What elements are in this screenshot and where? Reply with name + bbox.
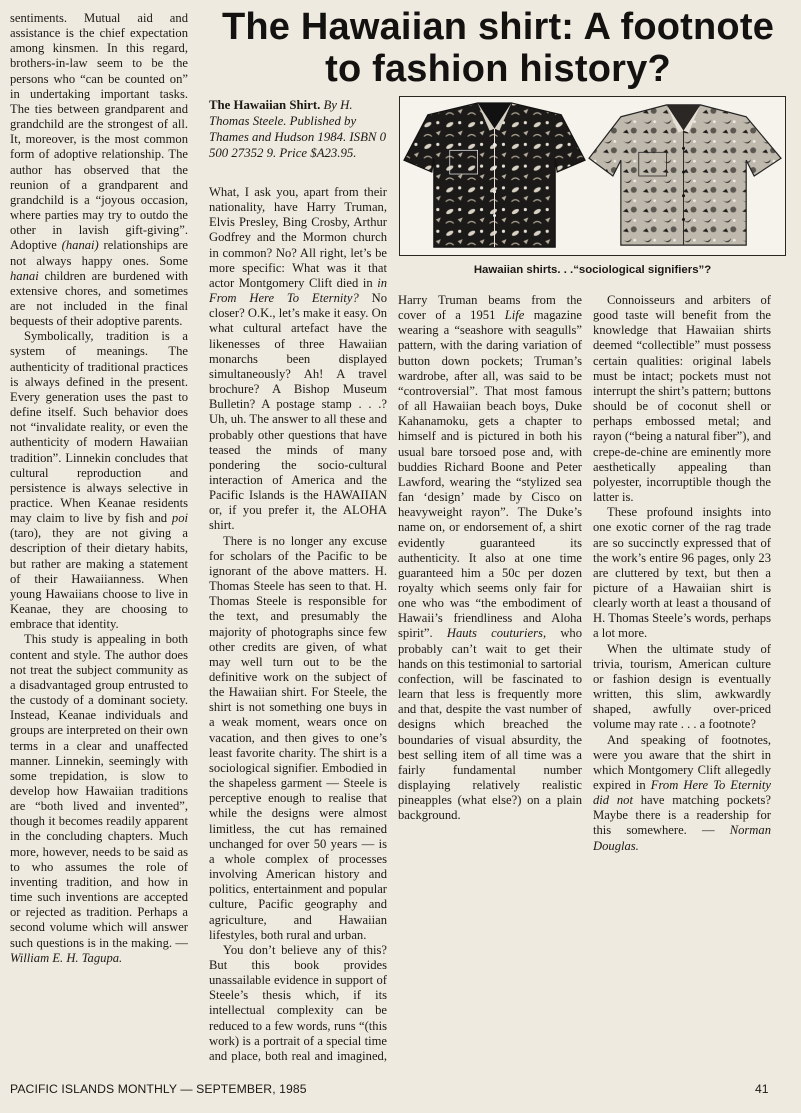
- article-paragraph: You don’t believe any of this? But this book provides unassailable evidence in support of Steele’s thesis which, if its intellectual complexity can be reduced to a few words, runs “(this work) is a portrait of a special time and place, both real and imagined,: [209, 942, 387, 1063]
- article-paragraph: These profound insights into one exotic corner of the rag trade are so succinctly expressed that of the work’s entire 96 pages, only 23 are cluttered by text, but then a picture of a Hawaiian shirt is clearly worth at least a thousand of H. Thomas Steele’s words, perhaps a lot more.: [593, 505, 771, 641]
- article-column-1: [209, 185, 387, 1065]
- article-paragraph: Connoisseurs and arbiters of good taste will benefit from the knowledge that Hawaiian shirts deemed “collectible” must possess certain qualities: original labels must be intact; pockets must not interrupt the shirt’s pattern; buttons should be of coconut shell or perhaps embossed metal; and rayon (“being a natural fiber”), and crepe-de-chine are eminently more aesthetically appealing than polyester, incorruptible though the latter is.: [593, 293, 771, 505]
- publication-footer: PACIFIC ISLANDS MONTHLY — SEPTEMBER, 1985: [10, 1082, 307, 1096]
- photo-caption: Hawaiian shirts. . .“sociological signifiers”?: [473, 264, 712, 276]
- article-paragraph: What, I ask you, apart from their nationality, have Harry Truman, Elvis Presley, Bing Crosby, Arthur Godfrey and the Mormon church in common? No? All right, let’s be more specific: What was it that actor Montgomery Clift died in in From Here To Eternity? No closer? O.K., let’s make it easy. On what cultural artefact have the likenesses of three Hawaiian monarchs been displayed simultaneously? Ah! A travel brochure? A Bishop Museum Bulletin? A postage stamp . . .? Uh, uh. The answer to all these and probably other questions that have teased the minds of many pondering the socio-cultural interaction of America and the Pacific Islands is the HAWAIIAN or, if you prefer it, the ALOHA shirt.: [209, 185, 387, 533]
- article-column-2: [398, 293, 582, 1063]
- light-shirt: [589, 105, 781, 245]
- dark-shirt: [404, 103, 585, 247]
- article-paragraph: When the ultimate study of trivia, tourism, American culture or fashion design is eventually written, this slim, awkwardly shaped, awfully over-priced volume may rate . . . a footnote?: [593, 641, 771, 732]
- article-headline: The Hawaiian shirt: A footnote to fashion history?: [221, 6, 775, 90]
- article-paragraph: There is no longer any excuse for scholars of the Pacific to be ignorant of the above matters. H. Thomas Steele has seen to that. H. Thomas Steele is responsible for the text, and presumably the majority of photographs since few other credits are given, of what may well turn out to be the definitive work on the subject of the Hawaiian shirt. For Steele, the shirt is not something one buys in a weak moment, wears once on vacation, and then gives to one’s least favorite charity. The shirt is a sociological signifier. Embodied in the shapeless garment — Steele is perceptive enough to realise that while the designs were almost limitless, the cut has remained unchanged for over 50 years — is a whole complex of processes involving American history and politics, entertainment and popular culture, Pacific geography and agriculture, and Hawaiian lifestyles, both rural and urban.: [209, 533, 387, 942]
- previous-review-paragraph: Symbolically, tradition is a system of meanings. The authenticity of traditional practices is always defined in the present. Every generation uses the past to define itself. Such behavior does not “invalidate reality, or even the authenticity of modern Hawaiian tradition”. Linnekin concludes that cultural reproduction and persistence is always selective in practice. When Keanae residents may claim to live by fish and poi (taro), they are not giving a description of their dietary habits, but rather are making a statement of their Hawaiianness. When young Hawaiians choose to live in Keanae, they are choosing to embrace that identity.: [10, 329, 188, 632]
- page-number: 41: [755, 1082, 769, 1096]
- book-details-text: [209, 97, 387, 161]
- article-paragraph: Harry Truman beams from the cover of a 1951 Life magazine wearing a “seashore with seagulls” pattern, with the daring variation of button down pockets; Truman’s wardrobe, after all, was said to be “controversial”. That most famous of all Hawaiian beach boys, Duke Kahanamoku, gets a chapter to himself and is pictured in both his usual bare torsoed pose and, with buddies Richard Boone and Peter Lawford, wearing the “stylized sea fan ‘design’ made by Cisco on heavyweight rayon”. The Duke’s name on, or endorsement of, a shirt evidently guaranteed its authenticity. It also at one time guaranteed him a 50c per dozen royalty which seems only fair for one who was “the embodiment of Hawaii’s friendliness and Aloha spirit”. Hauts couturiers, who probably can’t wait to get their hands on this testimonial to sartorial confection, will be fascinated to learn that less is frequently more and that, despite the vast number of designs which breached the boundaries of visual absurdity, the best selling item of all time was a fairly fundamental number displaying relatively realistic pineapples (what else?) on a plain background.: [398, 293, 582, 823]
- hawaiian-shirts-photo: [399, 96, 786, 256]
- article-author: Norman Douglas.: [593, 823, 771, 853]
- hawaiian-shirts-illustration: [400, 97, 785, 255]
- previous-review-paragraph: sentiments. Mutual aid and assistance is the chief expectation among kinsmen. In this regard, brothers-in-law seem to be the persons who “can be counted on” in undertaking important tasks. The ties between grandparent and grandchild are the strongest of all. It, moreover, is the most common form of adoptive relationship. The author has observed that the reunion of a grandparent and grandchild is a “joyous occasion, where parties may try to outdo the other in lavish gift-giving”. Adoptive (hanai) relationships are not always happy ones. Some hanai children are burdened with extensive chores, and sometimes are not included in the final bequests of their adoptive parents.: [10, 11, 188, 329]
- book-title: The Hawaiian Shirt.: [209, 98, 321, 112]
- book-details: [209, 97, 387, 161]
- book-publication-info: By H. Thomas Steele. Published by Thames and Hudson 1984. ISBN 0 500 27352 9. Price $A23.95.: [209, 98, 387, 161]
- previous-review-paragraph: This study is appealing in both content and style. The author does not treat the subject community as a disadvantaged group entrusted to the custody of a dominant society. Instead, Keanae individuals and groups are interpreted on their own terms in a clear and unaffected manner. Linnekin, seemingly with some trepidation, is slow to develop how Hawaiian traditions are “both lived and invented”, though it becomes readily apparent in the concluding chapters. Much more, however, needs to be said as to who assumes the role of inventing tradition, and how in time such inventions are accepted or rejected as tradition. Perhaps a second volume which will answer such questions is in the making. — William E. H. Tagupa.: [10, 632, 188, 965]
- article-column-3: [593, 293, 771, 1063]
- previous-review-author: William E. H. Tagupa.: [10, 950, 123, 965]
- previous-review-column: [10, 11, 188, 1061]
- article-paragraph: And speaking of footnotes, were you aware that the shirt in which Montgomery Clift allegedly expired in From Here To Eternity did not have matching pockets? Maybe there is a readership for this somewhere. — Norman Douglas.: [593, 732, 771, 853]
